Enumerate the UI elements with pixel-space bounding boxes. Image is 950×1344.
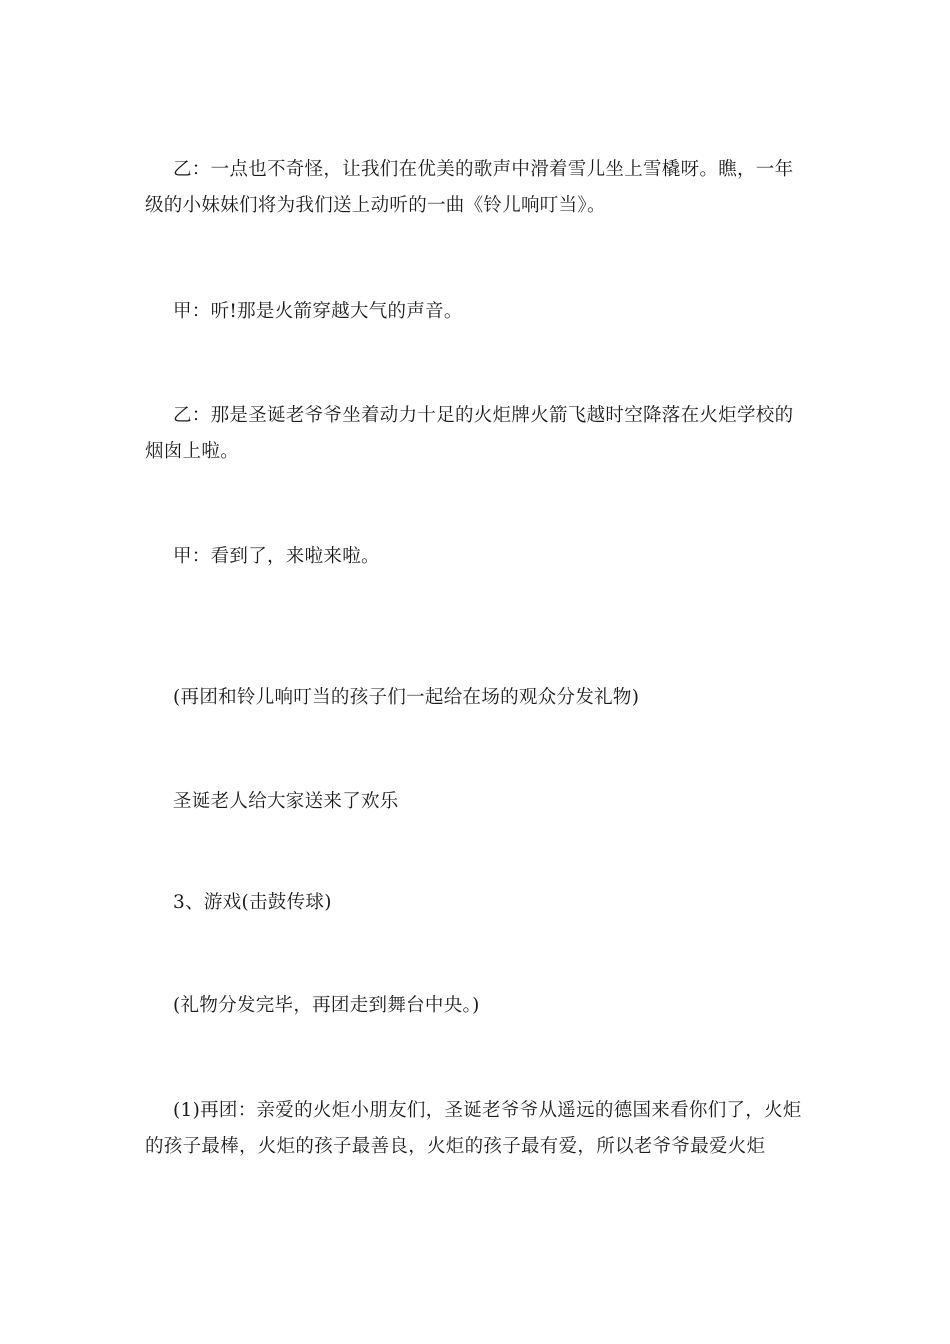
stage-direction-gifts: (再团和铃儿响叮当的孩子们一起给在场的观众分发礼物) (173, 687, 640, 708)
paragraph-santa-joy: 圣诞老人给大家送来了欢乐 (173, 791, 399, 812)
paragraph-jia-2: 甲：看到了，来啦来啦。 (173, 546, 380, 567)
paragraph-jia-1: 甲：听!那是火箭穿越大气的声音。 (173, 301, 463, 322)
section-heading-game: 3、游戏(击鼓传球) (173, 892, 332, 913)
paragraph-yi-1: 乙：一点也不奇怪，让我们在优美的歌声中滑着雪儿坐上雪橇呀。瞧，一年级的小妹妹们将为我们送上动听的一曲《铃儿响叮当》。 (145, 159, 794, 216)
paragraph-zaituan-speech: (1)再团：亲爱的火炬小朋友们，圣诞老爷爷从遥远的德国来看你们了，火炬的孩子最棒，火炬的孩子最善良，火炬的孩子最有爱，所以老爷爷最爱火炬 (145, 1100, 802, 1157)
paragraph-yi-2: 乙：那是圣诞老爷爷坐着动力十足的火炬牌火箭飞越时空降落在火炬学校的烟囱上啦。 (145, 405, 794, 462)
stage-direction-center: (礼物分发完毕，再团走到舞台中央。) (173, 995, 480, 1016)
